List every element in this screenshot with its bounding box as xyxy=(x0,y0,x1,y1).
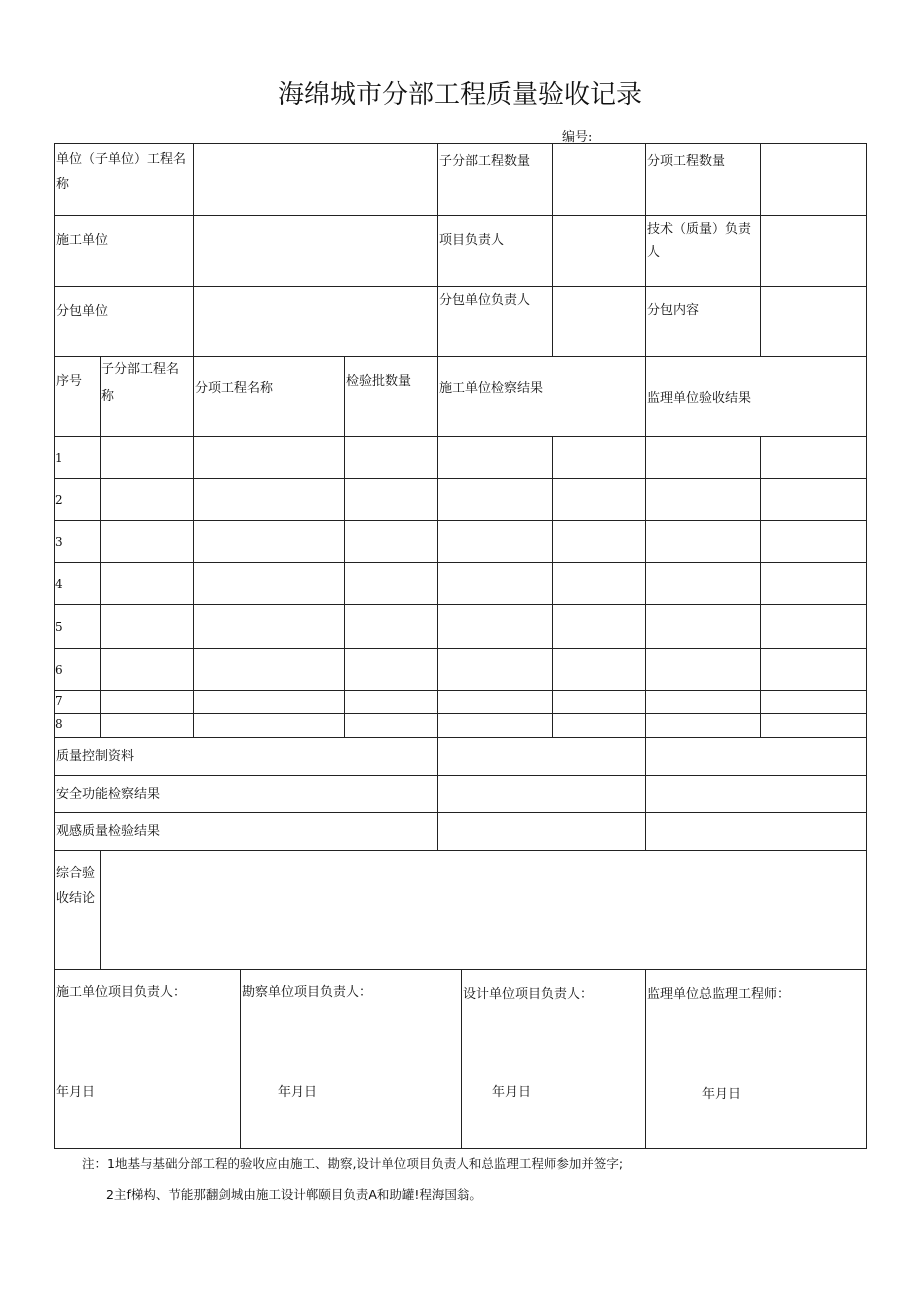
signature-supervision-label: 监理单位总监理工程师： xyxy=(647,987,791,1002)
signature-supervision-date: 年月日 xyxy=(702,1087,742,1102)
safety-inspection-label: 安全功能检察结果 xyxy=(56,787,161,802)
row-number: 8 xyxy=(55,717,63,731)
subcontractor-label: 分包单位 xyxy=(56,304,109,319)
sub-division-name-header-line1: 子分部工程名 xyxy=(101,362,180,377)
technical-lead-label-line2: 人 xyxy=(647,245,661,260)
sub-item-name-header: 分项工程名称 xyxy=(195,381,274,396)
row-number: 4 xyxy=(55,577,63,591)
signature-design-label: 设计单位项目负责人： xyxy=(463,987,594,1002)
conclusion-label-line2: 收结论 xyxy=(56,891,96,906)
technical-lead-label-line1: 技术（质量）负责 xyxy=(647,222,752,237)
subcontractor-manager-label: 分包单位负责人 xyxy=(439,293,531,308)
note-2: 2主f梯构、节能那翻剑城由施工设计郸颐目负责A和助罐!程海国翁。 xyxy=(106,1187,482,1202)
row-number: 7 xyxy=(55,694,63,708)
construction-unit-label: 施工单位 xyxy=(56,233,109,248)
sub-division-count-label: 子分部工程数量 xyxy=(439,154,531,169)
batch-count-header: 检验批数量 xyxy=(346,374,412,389)
row-number: 5 xyxy=(55,620,63,634)
signature-design-date: 年月日 xyxy=(492,1085,532,1100)
row-number: 1 xyxy=(55,451,63,465)
sub-item-count-label: 分项工程数量 xyxy=(647,154,726,169)
page-title: 海绵城市分部工程质量验收记录 xyxy=(277,80,642,110)
signature-construction-label: 施工单位项目负责人： xyxy=(56,985,187,1000)
construction-result-header: 施工单位检察结果 xyxy=(439,381,544,396)
note-1: 注：1地基与基础分部工程的验收应由施工、勘察,设计单位项目负责人和总监理工程师参加并签字; xyxy=(82,1156,624,1171)
row-number: 2 xyxy=(55,493,63,507)
project-name-label-line1: 单位（子单位）工程名 xyxy=(56,152,187,167)
row-number: 6 xyxy=(55,663,63,677)
signature-survey-date: 年月日 xyxy=(278,1085,318,1100)
conclusion-label-line1: 综合验 xyxy=(56,866,96,881)
signature-survey-label: 勘察单位项目负责人： xyxy=(242,985,373,1000)
appearance-inspection-label: 观感质量检验结果 xyxy=(56,824,161,839)
sub-division-name-header-line2: 称 xyxy=(101,389,115,404)
quality-control-label: 质量控制资料 xyxy=(56,749,135,764)
doc-number-label: 编号: xyxy=(562,130,593,145)
subcontract-content-label: 分包内容 xyxy=(647,303,700,318)
project-name-label-line2: 称 xyxy=(56,177,70,192)
supervision-result-header: 监理单位验收结果 xyxy=(647,391,752,406)
project-manager-label: 项目负责人 xyxy=(439,233,505,248)
signature-construction-date: 年月日 xyxy=(56,1085,96,1100)
seq-column-header: 序号 xyxy=(56,374,83,389)
row-number: 3 xyxy=(55,535,63,549)
